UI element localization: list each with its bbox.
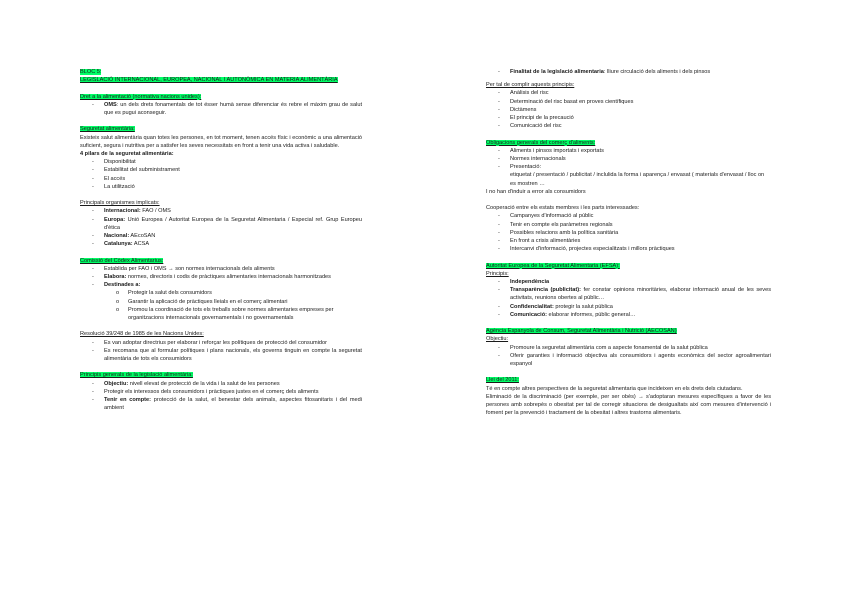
right-column bbox=[486, 68, 771, 417]
list-item: - Disponibilitat bbox=[92, 159, 136, 166]
efsa-heading: Autoritat Europea de la Seguretat Alimentaria (EFSA): bbox=[486, 262, 620, 269]
seguretat-text: Existeix salut alimentària quan totes les persones, en tot moment, tenen accés físic i econòmic a una alimentació suficient, segura i nutritiva per a satisfer les seves necessitats en front a tenir una vida activa i saludable. bbox=[80, 134, 362, 149]
llei-text-1: Té en compte altres perspectives de la seguretat alimentaria que incideixen en els drets dels ciutadans. bbox=[486, 385, 743, 392]
list-item: - En front a crisis alimentàries bbox=[498, 238, 581, 245]
list-item: - Anàlisis del risc bbox=[498, 90, 549, 97]
list-item: - Tenir en compte: protecció de la salut, el benestar dels animals, aspectes fitosanitaris i del medi ambient bbox=[92, 397, 362, 412]
list-item: - Catalunya: ACSA bbox=[92, 241, 150, 248]
aecosan-heading: Agència Espanyola de Consum, Seguretat Alimentària i Nutrició (AECOSAN) bbox=[486, 328, 677, 335]
left-column bbox=[80, 68, 362, 412]
list-item: - Confidencialitat: protegir la salut pública bbox=[498, 303, 613, 310]
bloc-title: BLOC 5: bbox=[80, 69, 102, 75]
list-item: - Comunicació: elaborar informes, públic general… bbox=[498, 311, 636, 318]
list-item: - Objectiu: nivell elevat de protecció de la vida i la salut de les persones bbox=[92, 380, 280, 387]
complir-heading: Per tal de complir aquests principis: bbox=[486, 82, 575, 89]
sub-list-item: o Protegir la salut dels consumidors bbox=[116, 290, 212, 297]
list-item: - Campanyes d'informació al públic bbox=[498, 213, 594, 220]
dret-heading: Dret a la alimentació (normativa nacions unides): bbox=[80, 93, 202, 100]
list-item: - Promoure la seguretat alimentària com a aspecte fonamental de la salut pública bbox=[498, 344, 708, 351]
aecosan-objectiu-label: Objectiu: bbox=[486, 336, 509, 343]
codex-heading: Comissió del Còdex Alimentarius: bbox=[80, 257, 164, 264]
pilars-heading: 4 pilars de la seguretat alimentària: bbox=[80, 151, 174, 157]
list-item: - El principi de la precaució bbox=[498, 115, 574, 122]
list-item: - Estabilitat del subministrament bbox=[92, 167, 180, 174]
seguretat-heading: Seguretat alimentària: bbox=[80, 126, 135, 133]
list-item: - Comunicació del risc bbox=[498, 123, 562, 130]
list-item: - Elabora: normes, directoris i codis de pràctiques alimentaries internacionals harmonitzades bbox=[92, 274, 331, 281]
list-item: - Internacional: FAO / OMS bbox=[92, 208, 171, 215]
obligacions-heading: Obligacions generals del comerç d'aliments: bbox=[486, 139, 596, 146]
list-item: - Intercanvi d'informació, projectes especialitzats i millors pràctiques bbox=[498, 246, 675, 253]
list-item: - Nacional: AEcoSAN bbox=[92, 233, 156, 240]
llei-text-2: Eliminació de la discriminació (per exemple, per ser obès) → s'adoptaran mesures específiques a favor de les persones amb sobrepès o obesitat per tal de corregir situacions de desigualtats així com mesures d'intervenció i foment per la prevenció i tractament de la obesitat i altres trastorns alimentaris. bbox=[486, 393, 771, 417]
list-item: - Tenir en compte els paràmetres regionals bbox=[498, 221, 613, 228]
principis-heading: Principis generals de la legislació alimentària: bbox=[80, 372, 193, 379]
bloc-subtitle: LEGISLACIÓ INTERNACIONAL, EUROPEA, NACIONAL I AUTONÒMICA EN MATERIA ALIMENTÀRIA bbox=[80, 77, 338, 84]
resolucio-heading: Resolució 39/248 de 1985 de les Nacions Unides: bbox=[80, 331, 204, 338]
list-item: - Aliments i pinsos importats i exportats bbox=[498, 147, 604, 154]
list-item: - Normes internacionals bbox=[498, 156, 566, 163]
list-item: - Destinades a: bbox=[92, 282, 141, 289]
list-item: - El accés bbox=[92, 175, 126, 182]
sub-list-item: o Promou la coordinació de tots els treballs sobre normes alimentaries empreses per organitzacions internacionals governamentals i no governamentals bbox=[116, 306, 334, 322]
list-item: - OMS: un dels drets fonamentals de tot ésser humà sense diferenciar és rebre el màxim grau de salut que es pugui aconseguir. bbox=[92, 101, 362, 116]
list-item: - Presentació: bbox=[498, 164, 542, 171]
list-item: - Dictàmens bbox=[498, 106, 537, 113]
llei-heading: Llei del 2011: bbox=[486, 377, 519, 384]
sub-list-item: o Garantir la aplicació de pràctiques lleials en el comerç alimentari bbox=[116, 298, 288, 305]
list-item: - Possibles relacions amb la política sanitària bbox=[498, 229, 619, 236]
list-item: - Finalitat de la legislació alimentaria: lliure circulació dels aliments i dels pinsos bbox=[498, 69, 711, 75]
list-item: - Protegir els interessos dels consumidors i pràctiques justes en el comerç dels aliments bbox=[92, 388, 319, 395]
list-item: - Independència bbox=[498, 279, 550, 286]
list-item: - Determinació del risc basat en proves científiques bbox=[498, 98, 634, 105]
efsa-principis-label: Principis: bbox=[486, 270, 509, 277]
list-item: - La utilització bbox=[92, 183, 135, 190]
list-item: - Es recomana que al formular polítiques i plans nacionals, els governs tinguin en compte la seguretat alimentària de tots els consumidors bbox=[92, 347, 362, 363]
no-induir-text: I no han d'induir a error als consumidors bbox=[486, 188, 586, 195]
list-item: - Transparència (publicitat): fer constar opinions minoritàries, elaborar informació anual de les seves activitats, reunions obertes al públic… bbox=[498, 287, 771, 302]
list-item: - Establida per FAO i OMS → son normes internacionals dels aliments bbox=[92, 265, 275, 272]
organismes-heading: Principals organismes implicats: bbox=[80, 200, 160, 207]
cooperacio-heading: Cooperació entre els estats membres i les parts interessades: bbox=[486, 205, 640, 212]
list-item: - Oferir garanties i informació objectiva als consumidors i agents econòmics del sector agroalimentari espanyol bbox=[498, 352, 771, 368]
list-item: - Es van adoptar directrius per elaborar i reforçar les polítiques de protecció del consumidor bbox=[92, 339, 327, 346]
presentacio-text: etiquetat / presentació / publicitat / inclulida la forma i aparença / envasat ( materials d'envasat / lloc on es mostren … bbox=[510, 172, 765, 187]
list-item: - Europa: Unió Europea / Autoritat Europea de la Seguretat Alimentaria / Especial ref. Grup Europeu d'ètica bbox=[92, 216, 362, 231]
